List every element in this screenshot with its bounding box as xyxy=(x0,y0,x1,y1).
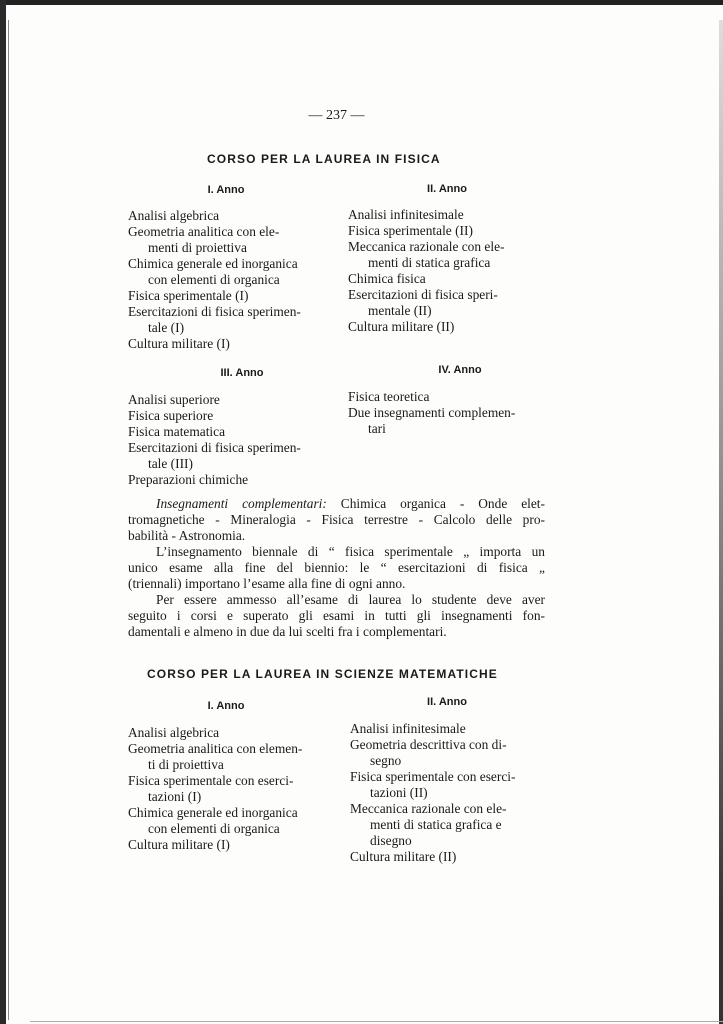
course-line: Fisica sperimentale (I) xyxy=(128,288,249,303)
course-line: Fisica sperimentale (II) xyxy=(348,223,473,238)
course-line: Esercitazioni di fisica sperimen- xyxy=(128,304,301,319)
course-line: Fisica sperimentale con eserci- xyxy=(350,769,516,784)
course-line: Esercitazioni di fisica speri- xyxy=(348,287,498,302)
course-line: tale (I) xyxy=(148,320,185,335)
course-line: Cultura militare (I) xyxy=(128,336,230,351)
course-line: Geometria descrittiva con di- xyxy=(350,737,507,752)
course-line: Analisi superiore xyxy=(128,392,220,407)
course-list xyxy=(348,389,515,437)
scan-bottom-line xyxy=(30,1021,723,1022)
complementari-label: Insegnamenti complementari: xyxy=(156,496,327,511)
course-line: Meccanica razionale con ele- xyxy=(350,801,507,816)
course-list xyxy=(128,725,302,853)
course-line: Geometria analitica con elemen- xyxy=(128,741,303,756)
course-line: segno xyxy=(370,753,402,768)
course-line: con elementi di organica xyxy=(148,821,280,836)
course-line: Analisi algebrica xyxy=(128,208,220,223)
course-line: tale (III) xyxy=(148,456,193,471)
course-line: disegno xyxy=(370,833,412,848)
course-list xyxy=(128,208,301,352)
course-line: tari xyxy=(368,421,386,436)
page-number: — 237 — xyxy=(308,108,365,123)
paragraph-line xyxy=(128,496,545,512)
notes-paragraphs xyxy=(128,496,545,640)
course-line: mentale (II) xyxy=(368,303,432,318)
section-title-fisica: CORSO PER LA LAUREA IN FISICA xyxy=(207,152,441,166)
course-line: menti di statica grafica e xyxy=(370,817,502,832)
year-heading: IV. Anno xyxy=(438,364,482,376)
course-line: menti di statica grafica xyxy=(368,255,491,270)
course-line: tazioni (II) xyxy=(370,785,428,800)
course-line: Cultura militare (I) xyxy=(128,837,230,852)
course-line: Esercitazioni di fisica sperimen- xyxy=(128,440,301,455)
paragraph-line: L’insegnamento biennale di “ fisica sperimentale „ importa un xyxy=(156,544,545,559)
course-line: Analisi algebrica xyxy=(128,725,220,740)
course-line: Geometria analitica con ele- xyxy=(128,224,280,239)
course-line: Preparazioni chimiche xyxy=(128,472,249,487)
paragraph-line: damentali e almeno in due da lui scelti fra i complementari. xyxy=(128,624,447,639)
scan-left-line xyxy=(8,20,9,1020)
course-line: Meccanica razionale con ele- xyxy=(348,239,505,254)
course-line: Chimica generale ed inorganica xyxy=(128,805,298,820)
course-line: con elementi di organica xyxy=(148,272,280,287)
year-heading: I. Anno xyxy=(207,184,245,196)
paragraph-line: seguito i corsi e superato gli esami in tutti gli insegnamenti fon- xyxy=(128,608,545,623)
course-list xyxy=(350,721,515,865)
course-line: menti di proiettiva xyxy=(148,240,247,255)
course-line: Cultura militare (II) xyxy=(350,849,457,864)
course-line: Fisica superiore xyxy=(128,408,214,423)
course-line: Analisi infinitesimale xyxy=(350,721,466,736)
course-line: Fisica matematica xyxy=(128,424,226,439)
year-heading: II. Anno xyxy=(427,183,467,195)
year-heading: I. Anno xyxy=(207,700,245,712)
course-line: tazioni (I) xyxy=(148,789,202,804)
paragraph-line: tromagnetiche - Mineralogia - Fisica terrestre - Calcolo delle pro- xyxy=(128,512,545,527)
course-list xyxy=(128,392,301,488)
paragraph-text: Chimica organica - Onde elet- xyxy=(340,496,545,511)
paragraph-line: Per essere ammesso all’esame di laurea lo studente deve aver xyxy=(156,592,545,607)
paragraph-line: babilità - Astronomia. xyxy=(128,528,246,543)
section-title-matematiche: CORSO PER LA LAUREA IN SCIENZE MATEMATICHE xyxy=(147,667,498,681)
scan-right-edge xyxy=(719,20,723,1024)
course-line: ti di proiettiva xyxy=(148,757,224,772)
course-line: Fisica sperimentale con eserci- xyxy=(128,773,294,788)
course-line: Chimica generale ed inorganica xyxy=(128,256,298,271)
course-line: Fisica teoretica xyxy=(348,389,430,404)
course-line: Analisi infinitesimale xyxy=(348,207,464,222)
course-line: Chimica fisica xyxy=(348,271,426,286)
scan-left-edge xyxy=(0,0,6,1024)
course-line: Cultura militare (II) xyxy=(348,319,455,334)
paragraph-line: (triennali) importano l’esame alla fine di ogni anno. xyxy=(128,576,406,591)
year-heading: II. Anno xyxy=(427,696,467,708)
scan-top-edge xyxy=(0,0,723,5)
course-list xyxy=(348,207,505,335)
course-line: Due insegnamenti complemen- xyxy=(348,405,516,420)
paragraph-line: unico esame alla fine del biennio: le “ esercitazioni di fisica „ xyxy=(128,560,545,575)
year-heading: III. Anno xyxy=(220,367,264,379)
